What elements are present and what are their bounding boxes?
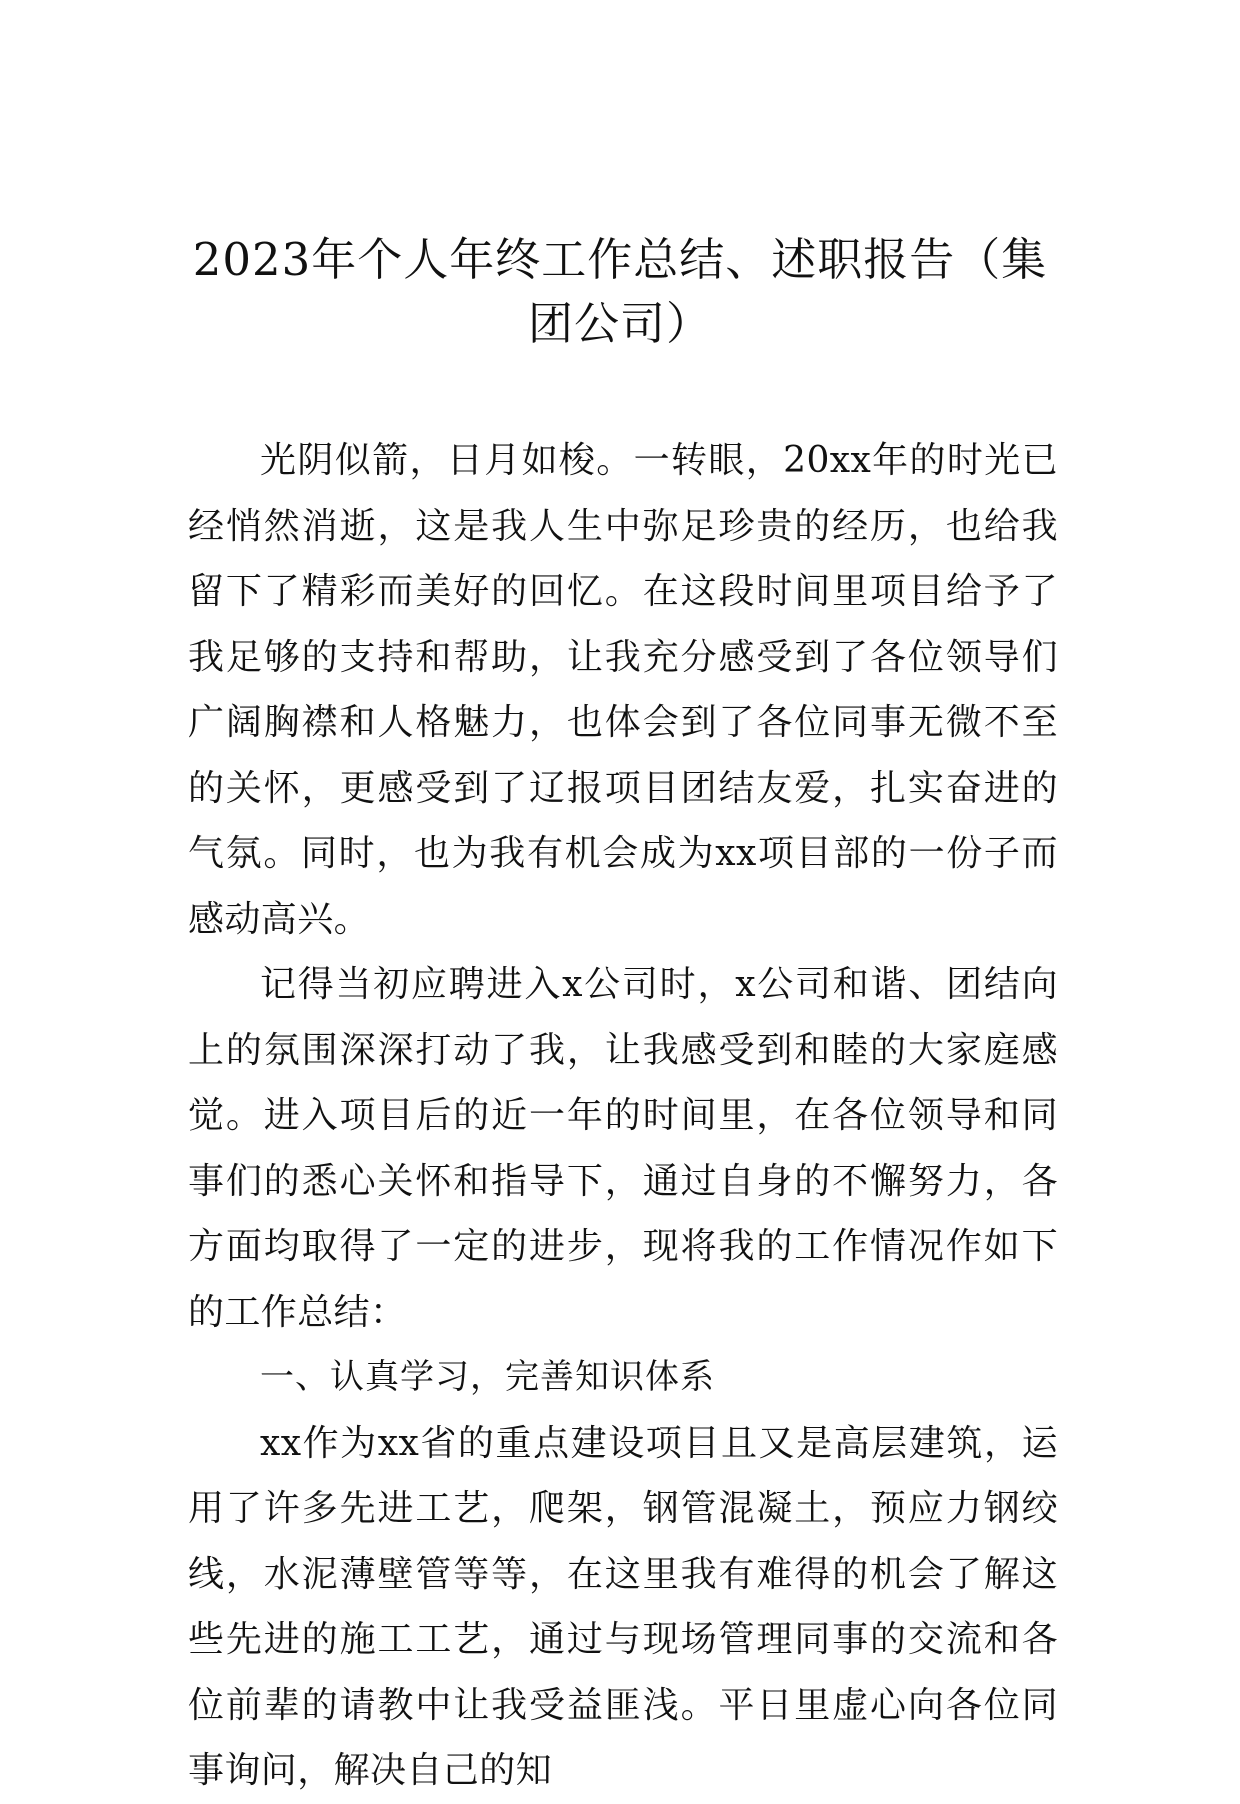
paragraph-section-1: xx作为xx省的重点建设项目且又是高层建筑，运用了许多先进工艺，爬架，钢管混凝土，预应力钢绞线，水泥薄壁管等等，在这里我有难得的机会了解这些先进的施工工艺，通过与现场管理同事的交流和各位前辈的请教中让我受益匪浅。平日里虚心向各位同事询问，解决自己的知 [188,1422,1058,1791]
document-body [188,428,1058,1804]
section-heading-1: 一、认真学习，完善知识体系 [260,1357,715,1397]
paragraph-background: 记得当初应聘进入x公司时，x公司和谐、团结向上的氛围深深打动了我，让我感受到和睦的大家庭感觉。进入项目后的近一年的时间里，在各位领导和同事们的悉心关怀和指导下，通过自身的不懈努力，各方面均取得了一定的进步，现将我的工作情况作如下的工作总结： [188,964,1058,1333]
paragraph-intro: 光阴似箭，日月如梭。一转眼，20xx年的时光已经悄然消逝，这是我人生中弥足珍贵的经历，也给我留下了精彩而美好的回忆。在这段时间里项目给予了我足够的支持和帮助，让我充分感受到了各位领导们广阔胸襟和人格魅力，也体会到了各位同事无微不至的关怀，更感受到了辽报项目团结友爱，扎实奋进的气氛。同时，也为我有机会成为xx项目部的一份子而感动高兴。 [188,440,1058,940]
document-title: 2023年个人年终工作总结、述职报告（集团公司） [192,233,1048,350]
